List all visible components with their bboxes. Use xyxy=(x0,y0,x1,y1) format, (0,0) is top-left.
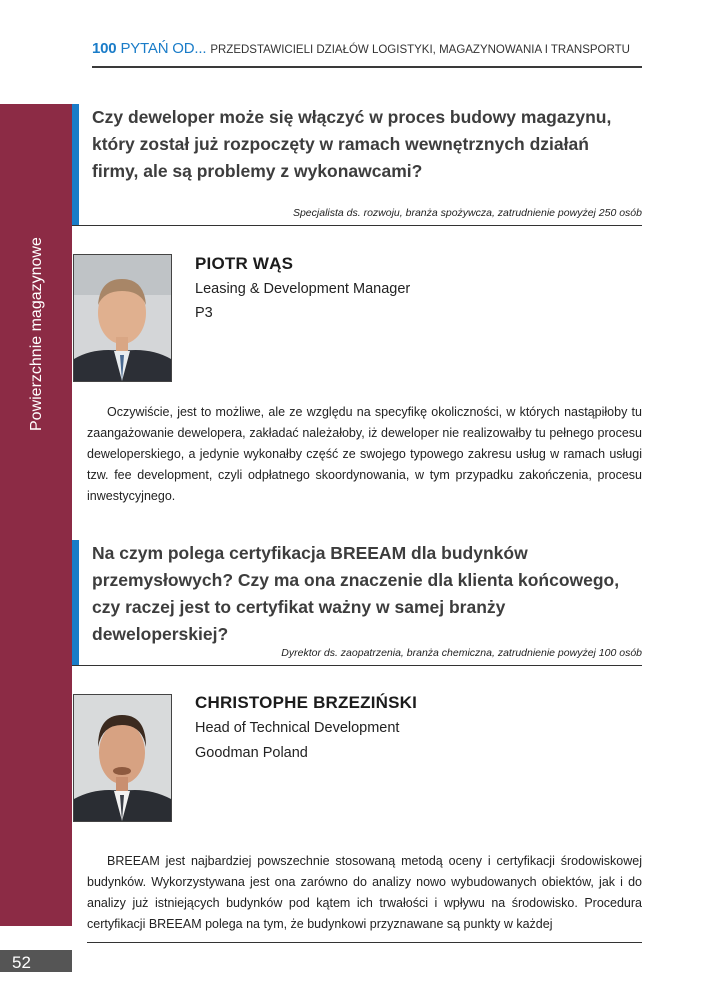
question-asker: Specjalista ds. rozwoju, branża spożywcza, zatrudnienie powyżej 250 osób xyxy=(292,207,642,219)
footer-divider xyxy=(87,942,642,943)
header-title xyxy=(92,40,630,57)
question-text: Czy deweloper może się włączyć w proces budowy magazynu, który został już rozpoczęty w ramach wewnętrznych działań firmy, ale są problemy z wykonawcami? xyxy=(92,107,612,181)
question-accent-bar xyxy=(72,540,79,666)
question-text: Na czym polega certyfikacja BREEAM dla budynków przemysłowych? Czy ma ona znaczenie dla klienta końcowego, czy raczej jest to certyfikat ważny w samej branży deweloperskiej? xyxy=(92,543,620,644)
answer-text: Oczywiście, jest to możliwe, ale ze względu na specyfikę okoliczności, w których nastąpiłoby tu zaangażowanie dewelopera, zakładać należałoby, iż deweloper nie realizowałby tu pełnego procesu deweloperskiego, a jedynie wykonałby część ze swojego typowego zakresu usług w ramach usługi tzw. fee development, czyli odpłatnego skoordynowania, w tym przypadku zakończenia, procesu inwestycyjnego. xyxy=(87,405,642,503)
person-company: Goodman Poland xyxy=(195,745,308,761)
person-role: Leasing & Development Manager xyxy=(195,281,411,297)
page-number: 52 xyxy=(12,953,31,972)
running-header xyxy=(92,36,642,68)
question-block-1 xyxy=(72,104,642,226)
person-name: PIOTR WĄS xyxy=(195,254,294,273)
header-title-rest: PRZEDSTAWICIELI DZIAŁÓW LOGISTYKI, MAGAZYNOWANIA I TRANSPORTU xyxy=(210,44,630,56)
sidebar-section-label: Powierzchnie magazynowe xyxy=(28,237,45,431)
person-portrait-icon xyxy=(74,255,171,381)
header-number: 100 xyxy=(92,40,117,57)
person-role: Head of Technical Development xyxy=(195,720,400,736)
person-photo xyxy=(73,254,172,382)
question-divider xyxy=(72,225,642,226)
question-block-2 xyxy=(72,540,642,666)
person-company: P3 xyxy=(195,305,213,321)
question-asker: Dyrektor ds. zaopatrzenia, branża chemiczna, zatrudnienie powyżej 100 osób xyxy=(281,647,642,659)
question-divider xyxy=(72,665,642,666)
person-name: CHRISTOPHE BRZEZIŃSKI xyxy=(195,693,418,712)
person-portrait-icon xyxy=(74,695,171,821)
header-title-main: PYTAŃ OD... xyxy=(120,40,207,57)
sidebar xyxy=(0,104,72,926)
page-number-box xyxy=(0,950,72,972)
answer-text: BREEAM jest najbardziej powszechnie stosowaną metodą oceny i certyfikacji środowiskowej budynków. Wykorzystywana jest ona zarówno do analizy nowo wybudowanych obiektów, jak i do analizy już istniejących budynków pod kątem ich trwałości i wpływu na środowisko. Procedura certyfikacji BREEAM polega na tym, że budynkowi przyznawane są punkty w każdej xyxy=(87,854,642,931)
question-accent-bar xyxy=(72,104,79,226)
person-photo xyxy=(73,694,172,822)
